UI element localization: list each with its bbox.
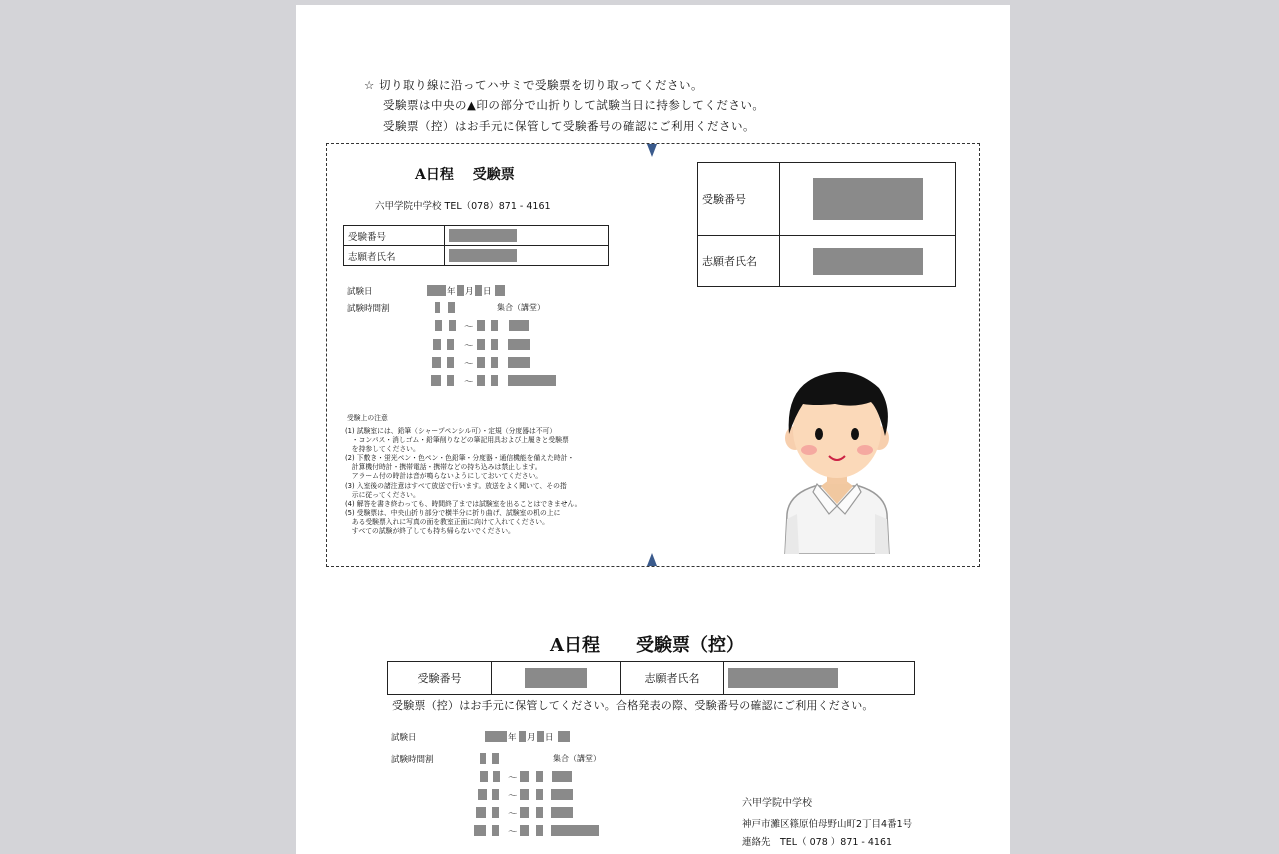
stub-name-label: 志願者氏名 (621, 662, 724, 695)
notes-list (345, 427, 581, 536)
note-line: (5) 受験票は、中央山折り部分で横半分に折り曲げ、試験室の机の上に (345, 508, 561, 517)
redacted-time (478, 789, 487, 800)
tilde: ～ (464, 377, 474, 388)
redacted-time (477, 339, 485, 350)
ticket-school-tel: 六甲学院中学校 TEL（078）871 - 4161 (375, 201, 551, 212)
note-line: (1) 試験室には、鉛筆（シャープペンシル可）・定規（分度器は不可） (345, 427, 557, 435)
redacted-time (491, 339, 498, 350)
redacted-time (447, 339, 454, 350)
redacted-year (427, 285, 446, 296)
tilde: ～ (508, 791, 518, 802)
fold-marker-top-icon (647, 144, 657, 157)
stub-exam-no-label: 受験番号 (388, 662, 492, 695)
stub-note: 受験票（控）はお手元に保管してください。合格発表の際、受験番号の確認にご利用ください。 (392, 699, 874, 712)
ticket-title: A日程 受験票 (415, 167, 515, 183)
redacted-year (485, 731, 507, 742)
redacted-exam-no (813, 178, 923, 220)
redacted-time (493, 771, 500, 782)
redacted-time (448, 302, 455, 313)
exam-no-value (445, 226, 609, 246)
date-label: 試験日 (347, 287, 373, 297)
redacted-time (536, 825, 543, 836)
tilde: ～ (508, 773, 518, 784)
day-unit: 日 (483, 287, 492, 297)
instruction-line-2: 受験票は中央の▲印の部分で山折りして試験当日に持参してください。 (383, 98, 765, 112)
redacted-name (449, 249, 517, 262)
note-line: ある受験票入れに写真の面を教室正面に向けて入れてください。 (345, 517, 549, 526)
right-exam-no-value (780, 163, 956, 236)
redacted-month (519, 731, 526, 742)
right-name-value (780, 236, 956, 287)
stub-id-table (387, 661, 915, 695)
redacted-time (492, 789, 499, 800)
instruction-line-1: ☆ 切り取り線に沿ってハサミで受験票を切り取ってください。 (364, 78, 703, 92)
redacted-time (520, 771, 529, 782)
note-line: 計算機付時計・携帯電話・携帯などの持ち込みは禁止します。 (345, 463, 542, 472)
note-line: を持参してください。 (345, 445, 420, 454)
note-line: すべての試験が終了しても持ち帰らないでください。 (345, 527, 515, 536)
redacted-time (435, 302, 440, 313)
instruction-line-3: 受験票（控）はお手元に保管して受験番号の確認にご利用ください。 (383, 119, 755, 133)
redacted-time (492, 825, 499, 836)
tilde: ～ (464, 341, 474, 352)
schedule-label: 試験時間割 (347, 304, 390, 314)
redacted-subject (508, 357, 530, 368)
redacted-exam-no (449, 229, 517, 242)
redacted-subject (508, 375, 556, 386)
redacted-time (449, 320, 456, 331)
redacted-time (536, 807, 543, 818)
redacted-time (491, 357, 498, 368)
redacted-name (728, 668, 838, 688)
stub-address: 神戸市灘区篠原伯母野山町2丁目4番1号 (742, 819, 913, 830)
ticket-info-table-right (697, 162, 956, 287)
redacted-subject (551, 825, 599, 836)
redacted-time (480, 753, 486, 764)
redacted-time (480, 771, 488, 782)
redacted-time (491, 320, 498, 331)
stub-name-value (724, 662, 915, 695)
redacted-name (813, 248, 923, 275)
note-line: (2) 下敷き・蛍光ペン・色ペン・色鉛筆・分度器・通信機能を備えた時計・ (345, 454, 575, 463)
name-label: 志願者氏名 (344, 246, 445, 266)
right-name-label: 志願者氏名 (698, 236, 780, 287)
redacted-time (477, 357, 485, 368)
ticket-id-table (343, 225, 609, 266)
name-value (445, 246, 609, 266)
redacted-month (457, 285, 464, 296)
redacted-time (474, 825, 486, 836)
redacted-day (475, 285, 482, 296)
redacted-subject (508, 339, 530, 350)
redacted-time (536, 789, 543, 800)
applicant-photo-illustration (775, 364, 899, 554)
notes-title: 受験上の注意 (347, 414, 388, 422)
redacted-time (435, 320, 442, 331)
note-line: ・コンパス・消しゴム・鉛筆削りなどの筆記用具および上履きと受験票 (345, 436, 569, 445)
redacted-exam-no (525, 668, 587, 688)
redacted-time (433, 339, 441, 350)
tilde: ～ (464, 322, 474, 333)
redacted-weekday (495, 285, 505, 296)
redacted-time (491, 375, 498, 386)
note-line: アラーム付の時計は音が鳴らないようにしておいてください。 (345, 472, 543, 481)
stub-school-name: 六甲学院中学校 (742, 798, 812, 809)
redacted-time (477, 320, 485, 331)
redacted-subject (509, 320, 529, 331)
year-unit: 年 (447, 287, 456, 297)
stub-contact: 連絡先 TEL（ 078 ）871 - 4161 (742, 837, 893, 848)
redacted-time (536, 771, 543, 782)
document-page (296, 5, 1010, 854)
redacted-time (447, 357, 454, 368)
stub-title: A日程 受験票（控） (550, 635, 744, 656)
redacted-time (520, 825, 529, 836)
redacted-time (447, 375, 454, 386)
stub-schedule-label: 試験時間割 (391, 755, 434, 765)
redacted-time (476, 807, 486, 818)
redacted-weekday (558, 731, 570, 742)
redacted-time (431, 375, 441, 386)
exam-no-label: 受験番号 (344, 226, 445, 246)
redacted-time (477, 375, 485, 386)
stub-month-unit: 月 (527, 733, 536, 743)
redacted-time (492, 753, 499, 764)
note-line: 示に従ってください。 (345, 490, 420, 499)
redacted-day (537, 731, 544, 742)
fold-marker-bottom-icon (647, 553, 657, 566)
stub-date-label: 試験日 (391, 733, 417, 743)
redacted-time (520, 789, 529, 800)
redacted-subject (552, 771, 572, 782)
note-line: (4) 解答を書き終わっても、時間終了までは試験室を出ることはできません。 (345, 499, 582, 508)
stub-gather-label: 集合（講堂） (553, 754, 601, 763)
tilde: ～ (508, 827, 518, 838)
gather-label: 集合（講堂） (497, 303, 545, 312)
right-exam-no-label: 受験番号 (698, 163, 780, 236)
tilde: ～ (464, 359, 474, 370)
redacted-subject (551, 789, 573, 800)
redacted-time (432, 357, 441, 368)
note-line: (3) 入室後の諸注意はすべて放送で行います。放送をよく聞いて、その指 (345, 481, 567, 490)
redacted-time (492, 807, 499, 818)
month-unit: 月 (465, 287, 474, 297)
tilde: ～ (508, 809, 518, 820)
stub-year-unit: 年 (508, 733, 517, 743)
stub-exam-no-value (492, 662, 621, 695)
exam-ticket (326, 143, 980, 567)
stub-day-unit: 日 (545, 733, 554, 743)
redacted-time (520, 807, 529, 818)
redacted-subject (551, 807, 573, 818)
